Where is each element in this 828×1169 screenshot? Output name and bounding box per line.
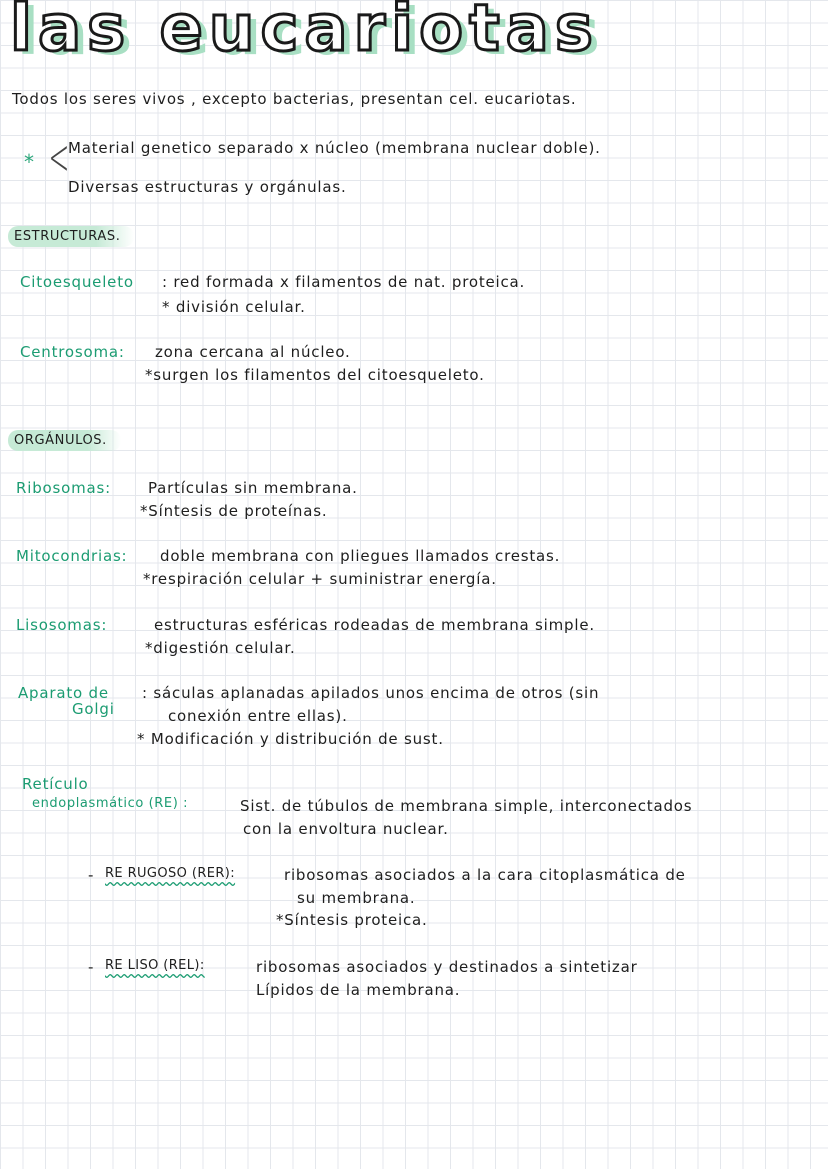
feature-item: Material genetico separado x núcleo (membrana nuclear doble). <box>68 139 601 157</box>
term-centrosoma: Centrosoma: <box>20 343 125 361</box>
section-heading-estructuras: ESTRUCTURAS. <box>8 226 134 247</box>
def-golgi-line1: : sáculas aplanadas apilados unos encima de otros (sin <box>142 684 600 702</box>
term-lisosomas: Lisosomas: <box>16 616 108 634</box>
brace-icon: < <box>48 128 70 186</box>
note-centrosoma: *surgen los filamentos del citoesqueleto. <box>145 366 485 384</box>
rel-def-line1: ribosomas asociados y destinados a sintetizar <box>256 958 638 976</box>
term-reticulo-line1: Retículo <box>22 775 89 793</box>
note-lisosomas: *digestión celular. <box>145 639 296 657</box>
term-reticulo-line2: endoplasmático (RE) : <box>32 796 189 811</box>
term-golgi-line1: Aparato de <box>18 684 109 702</box>
def-golgi-line2: conexión entre ellas). <box>168 707 348 725</box>
rer-dash: - <box>88 866 95 884</box>
def-reticulo-line1: Sist. de túbulos de membrana simple, interconectados <box>240 797 693 815</box>
rer-def-line1: ribosomas asociados a la cara citoplasmática de <box>284 866 686 884</box>
note-ribosomas: *Síntesis de proteínas. <box>140 502 328 520</box>
rer-label: RE RUGOSO (RER): <box>105 866 236 881</box>
asterisk-icon: * <box>24 150 34 174</box>
note-citoesqueleto: * división celular. <box>162 298 306 316</box>
rer-note: *Síntesis proteica. <box>276 911 428 929</box>
term-citoesqueleto: Citoesqueleto <box>20 273 134 291</box>
def-ribosomas: Partículas sin membrana. <box>148 479 358 497</box>
def-mitocondrias: doble membrana con pliegues llamados crestas. <box>160 547 561 565</box>
rel-dash: - <box>88 958 95 976</box>
rel-label: RE LISO (REL): <box>105 958 205 973</box>
section-heading-organulos: ORGÁNULOS. <box>8 430 121 451</box>
rel-def-line2: Lípidos de la membrana. <box>256 981 461 999</box>
term-mitocondrias: Mitocondrias: <box>16 547 128 565</box>
term-golgi-line2: Golgi <box>72 700 115 718</box>
def-lisosomas: estructuras esféricas rodeadas de membrana simple. <box>154 616 595 634</box>
def-centrosoma: zona cercana al núcleo. <box>155 343 351 361</box>
def-citoesqueleto: : red formada x filamentos de nat. proteica. <box>162 273 526 291</box>
rer-def-line2: su membrana. <box>297 889 416 907</box>
note-golgi: * Modificación y distribución de sust. <box>137 730 444 748</box>
note-mitocondrias: *respiración celular + suministrar energía. <box>143 570 497 588</box>
page-title: las eucariotas <box>10 0 599 66</box>
feature-item: Diversas estructuras y orgánulas. <box>68 178 347 196</box>
def-reticulo-line2: con la envoltura nuclear. <box>243 820 449 838</box>
term-ribosomas: Ribosomas: <box>16 479 111 497</box>
intro-text: Todos los seres vivos , excepto bacterias, presentan cel. eucariotas. <box>12 90 577 108</box>
